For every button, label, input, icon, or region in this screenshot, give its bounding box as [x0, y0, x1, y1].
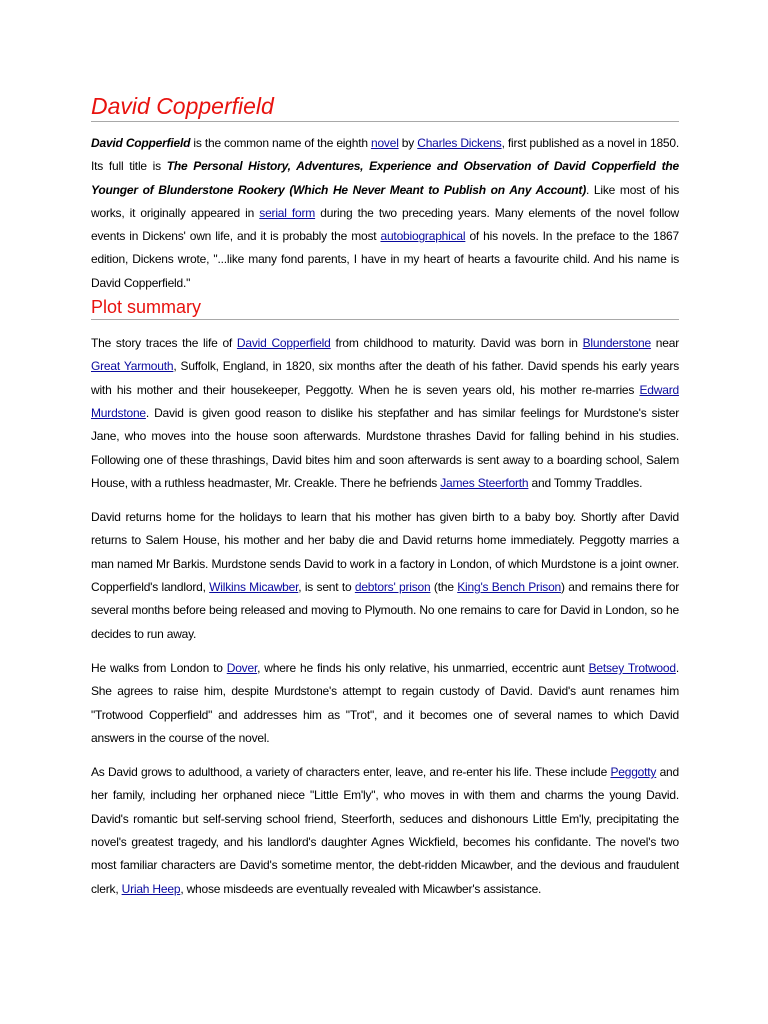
link-dover[interactable]: Dover: [226, 660, 258, 675]
text: near: [650, 336, 680, 351]
text: during the two preceding years. Many elements of the novel follow events in Dickens' own life, and it is probably the most: [91, 205, 680, 244]
link-peggotty[interactable]: Peggotty: [610, 765, 657, 780]
text: , Suffolk, England, in 1820, six months after the death of his father. David spends his early years with his mother and their housekeeper, Peggotty. When he is seven years old, his mother re-marries: [91, 359, 679, 397]
page-title: David Copperfield: [91, 92, 679, 122]
link-betsey-trotwood[interactable]: Betsey Trotwood: [588, 660, 676, 675]
text: David returns home for the holidays to learn that his mother has given birth to a baby boy. Shortly after David returns to Salem House, his mother and her baby die and David returns home immediately. Peggotty marries a man named Mr Barkis. Murdstone sends David to work in a factory in London, of which Murdstone is a joint owner. Copperfield's landlord,: [91, 510, 679, 595]
text: As David grows to adulthood, a variety of characters enter, leave, and re-enter his life. These include: [91, 765, 611, 780]
link-autobiographical[interactable]: autobiographical: [380, 229, 466, 244]
text: He walks from London to: [91, 660, 227, 675]
section-heading-plot-summary: Plot summary: [91, 296, 679, 320]
text: , where he finds his only relative, his unmarried, eccentric aunt: [257, 660, 589, 675]
text: and her family, including her orphaned niece "Little Em'ly", who moves in with them and charms the young David. David's romantic but self-serving school friend, Steerforth, seduces and dishonours Little Em'ly, precipitating the novel's greatest tragedy, and his landlord's daughter Agnes Wickfield, becomes his confidante. The novel's two most familiar characters are David's sometime mentor, the debt-ridden Micawber, and the devious and fraudulent clerk,: [91, 765, 679, 896]
link-david-copperfield[interactable]: David Copperfield: [236, 336, 331, 351]
text: . She agrees to raise him, despite Murdstone's attempt to regain custody of David. David's aunt renames him "Trotwood Copperfield" and addresses him as "Trot", and it becomes one of several names to which David answers in the course of the novel.: [91, 660, 679, 745]
link-kings-bench-prison[interactable]: King's Bench Prison: [457, 580, 562, 595]
text: (the: [430, 580, 458, 595]
link-uriah-heep[interactable]: Uriah Heep: [121, 881, 181, 896]
subject-name: David Copperfield: [91, 136, 191, 150]
text: , is sent to: [298, 580, 355, 595]
plot-paragraph-1: [91, 332, 679, 495]
link-charles-dickens[interactable]: Charles Dickens: [417, 136, 502, 150]
link-blunderstone[interactable]: Blunderstone: [582, 336, 651, 351]
text: ) and remains there for several months before being released and moving to Plymouth. No one remains to care for David in London, so he decides to run away.: [91, 580, 679, 641]
article: [91, 92, 679, 901]
text: and Tommy Traddles.: [528, 475, 643, 490]
link-wilkins-micawber[interactable]: Wilkins Micawber: [209, 580, 299, 595]
text: of his novels. In the preface to the 1867 edition, Dickens wrote, "...like many fond parents, I have in my heart of hearts a favourite child. And his name is David Copperfield.": [91, 229, 679, 290]
plot-paragraph-2: [91, 506, 679, 646]
text: is the common name of the eighth: [190, 136, 371, 150]
link-debtors-prison[interactable]: debtors' prison: [354, 580, 431, 595]
text: from childhood to maturity. David was born in: [330, 336, 583, 351]
text: . David is given good reason to dislike his stepfather and has similar feelings for Murdstone's sister Jane, who moves into the house soon afterwards. Murdstone thrashes David for falling behind in his studies. Following one of these thrashings, David bites him and soon afterwards is sent away to a boarding school, Salem House, with a ruthless headmaster, Mr. Creakle. There he befriends: [91, 405, 679, 490]
text: The story traces the life of: [91, 336, 237, 351]
text: , first published as a novel in 1850. Its full title is: [91, 136, 680, 174]
text: , whose misdeeds are eventually revealed with Micawber's assistance.: [180, 881, 542, 896]
full-title: The Personal History, Adventures, Experience and Observation of David Copperfield the Younger of Blunderstone Rookery (Which He Never Meant to Publish on Any Account): [91, 159, 679, 197]
link-james-steerforth[interactable]: James Steerforth: [440, 475, 529, 490]
link-edward-murdstone[interactable]: Edward Murdstone: [91, 382, 679, 420]
link-novel[interactable]: novel: [370, 136, 399, 150]
link-serial-form[interactable]: serial form: [259, 205, 316, 220]
plot-paragraph-3: [91, 657, 679, 750]
plot-paragraph-4: [91, 761, 679, 901]
text: . Like most of his works, it originally appeared in: [91, 182, 679, 220]
text: by: [398, 136, 418, 150]
intro-paragraph: [91, 132, 679, 295]
link-great-yarmouth[interactable]: Great Yarmouth: [91, 359, 174, 374]
